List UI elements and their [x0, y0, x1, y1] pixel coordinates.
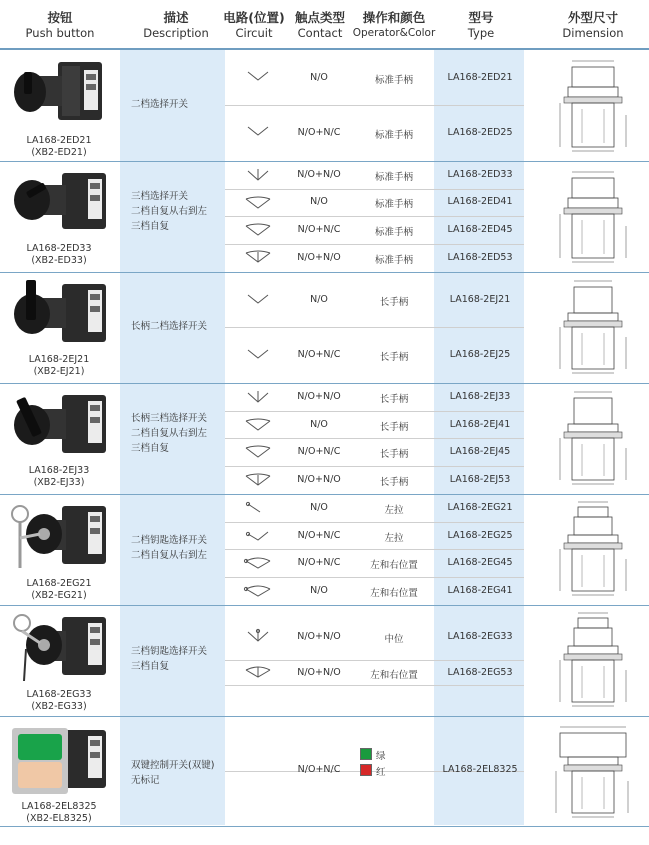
operator-color: 长手柄 [379, 394, 409, 405]
circuit-symbol-icon [238, 555, 278, 571]
description-line: 二档自复从右到左 [131, 428, 208, 439]
group-divider [0, 161, 649, 162]
header-dimension [540, 0, 646, 48]
operator-color: 标准手柄 [374, 255, 413, 266]
type-code: LA168-2ED53 [447, 252, 513, 263]
key-switch-photo [6, 498, 116, 576]
row-divider [225, 660, 524, 661]
header-type [436, 0, 526, 48]
type-code: LA168-2EJ53 [449, 474, 511, 485]
circuit-symbol-icon [238, 195, 278, 211]
circuit-symbol-icon [238, 528, 278, 544]
contact-type: N/O [310, 72, 328, 83]
header-operator [352, 0, 436, 48]
header-en: Contact [297, 26, 343, 40]
long-handle-switch-photo [6, 276, 116, 352]
group-divider [0, 272, 649, 273]
circuit-symbol-icon [238, 291, 278, 307]
type-code: LA168-2EJ41 [449, 419, 511, 430]
description-line: 长柄三档选择开关 [131, 413, 208, 424]
operator-color: 左和右位置 [370, 670, 418, 681]
operator-color: 长手柄 [379, 422, 409, 433]
contact-type: N/O+N/O [297, 169, 341, 180]
dimension-drawing [552, 608, 634, 712]
row-divider [225, 549, 524, 550]
type-code: LA168-2ED45 [447, 224, 513, 235]
row-divider [225, 244, 524, 245]
model-name: LA168-2ED33 [26, 243, 92, 254]
circuit-symbol-icon [238, 346, 278, 362]
contact-type: N/O+N/C [297, 764, 341, 775]
group-description [131, 533, 207, 563]
contact-type: N/O+N/C [297, 446, 341, 457]
product-caption [0, 354, 118, 378]
header-rule [0, 48, 649, 50]
operator-color: 左拉 [384, 505, 404, 516]
model-name: LA168-2EG21 [26, 578, 92, 589]
group-description [131, 411, 207, 456]
red-swatch-icon [360, 764, 372, 776]
group-description [131, 758, 214, 788]
type-code: LA168-2EL8325 [442, 764, 518, 775]
type-code: LA168-2EG21 [447, 502, 513, 513]
dimension-drawing [552, 497, 634, 601]
type-code: LA168-2EJ33 [449, 391, 511, 402]
dimension-drawing [552, 164, 634, 268]
contact-type: N/O+N/O [297, 474, 341, 485]
operator-green-label: 绿 [376, 751, 386, 762]
description-line: 三档钥匙选择开关 [131, 646, 208, 657]
contact-type: N/O+N/O [297, 391, 341, 402]
type-code: LA168-2ED21 [447, 72, 513, 83]
long-handle-switch-photo [6, 387, 116, 463]
contact-type: N/O+N/C [297, 530, 341, 541]
header-cn: 触点类型 [294, 10, 345, 25]
contact-type: N/O+N/C [297, 224, 341, 235]
header-en: Operator&Color [352, 27, 436, 39]
header-cn: 描述 [163, 10, 189, 25]
operator-color: 标准手柄 [374, 75, 413, 86]
circuit-symbol-icon [238, 417, 278, 433]
operator-color: 长手柄 [379, 297, 409, 308]
header-cn: 按钮 [47, 10, 73, 25]
description-line: 三档自复 [131, 661, 170, 672]
double-button-photo [6, 722, 116, 800]
contact-type: N/O [310, 502, 328, 513]
type-code: LA168-2EG33 [447, 631, 513, 642]
type-code: LA168-2EG53 [447, 667, 513, 678]
header-push-button [0, 0, 120, 48]
description-line: 三档选择开关 [131, 191, 189, 202]
header-en: Push button [25, 26, 95, 40]
circuit-symbol-icon [238, 472, 278, 488]
group-divider [0, 494, 649, 495]
product-caption [0, 689, 118, 713]
operator-color-red [360, 764, 430, 778]
circuit-symbol-icon [238, 444, 278, 460]
model-alias: (XB2-EJ21) [33, 366, 85, 377]
description-line: 长柄二档选择开关 [131, 321, 208, 332]
dimension-drawing [552, 719, 634, 823]
type-code: LA168-2ED41 [447, 196, 513, 207]
description-line: 双键控制开关(双键) [131, 760, 215, 771]
operator-color: 左和右位置 [370, 588, 418, 599]
dimension-drawing [552, 275, 634, 379]
circuit-symbol-icon [238, 167, 278, 183]
contact-type: N/O [310, 196, 328, 207]
circuit-symbol-icon [238, 68, 278, 84]
type-code: LA168-2EG25 [447, 530, 513, 541]
model-alias: (XB2-EJ33) [33, 477, 85, 488]
operator-color: 标准手柄 [374, 172, 413, 183]
product-caption [0, 135, 118, 159]
type-code: LA168-2EG41 [447, 585, 513, 596]
operator-color: 左和右位置 [370, 560, 418, 571]
contact-type: N/O+N/O [297, 631, 341, 642]
model-alias: (XB2-ED21) [31, 147, 87, 158]
row-divider [225, 216, 524, 217]
description-line: 三档自复 [131, 443, 170, 454]
operator-color: 长手柄 [379, 449, 409, 460]
group-description [131, 189, 207, 234]
header-cn: 型号 [468, 10, 494, 25]
operator-color: 标准手柄 [374, 130, 413, 141]
circuit-symbol-icon [238, 123, 278, 139]
group-description [131, 644, 207, 674]
contact-type: N/O [310, 419, 328, 430]
row-divider [225, 189, 524, 190]
header-description [122, 0, 230, 48]
header-contact [284, 0, 356, 48]
header-cn: 外型尺寸 [567, 10, 618, 25]
header-en: Type [467, 26, 495, 40]
key-switch-photo [6, 609, 116, 687]
row-divider [225, 105, 524, 106]
row-divider [225, 327, 524, 328]
type-code: LA168-2EJ21 [449, 294, 511, 305]
type-code: LA168-2ED25 [447, 127, 513, 138]
model-name: LA168-2EG33 [26, 689, 92, 700]
type-code: LA168-2EJ25 [449, 349, 511, 360]
model-alias: (XB2-EG21) [31, 590, 87, 601]
operator-color: 长手柄 [379, 477, 409, 488]
circuit-symbol-icon [238, 583, 278, 599]
operator-color: 左拉 [384, 533, 404, 544]
row-divider [225, 438, 524, 439]
group-description [131, 319, 207, 334]
header-en: Dimension [562, 26, 624, 40]
contact-type: N/O+N/C [297, 349, 341, 360]
model-alias: (XB2-ED33) [31, 255, 87, 266]
row-divider [225, 522, 524, 523]
type-code: LA168-2EJ45 [449, 446, 511, 457]
dimension-drawing [552, 53, 634, 157]
description-line: 二档钥匙选择开关 [131, 535, 208, 546]
model-alias: (XB2-EG33) [31, 701, 87, 712]
contact-type: N/O+N/O [297, 667, 341, 678]
header-en: Description [143, 26, 209, 40]
contact-type: N/O+N/O [297, 252, 341, 263]
product-caption [0, 465, 118, 489]
selector-switch-photo [6, 165, 116, 240]
circuit-symbol-icon [238, 222, 278, 238]
model-name: LA168-2EJ21 [28, 354, 90, 365]
row-divider [225, 411, 524, 412]
operator-color: 标准手柄 [374, 227, 413, 238]
type-code: LA168-2ED33 [447, 169, 513, 180]
contact-type: N/O [310, 294, 328, 305]
model-name: LA168-2EL8325 [21, 801, 97, 812]
description-line: 无标记 [131, 775, 160, 786]
group-description [131, 97, 188, 112]
model-alias: (XB2-EL8325) [26, 813, 92, 824]
header-cn: 操作和颜色 [362, 10, 426, 25]
operator-color-green [360, 748, 430, 762]
operator-color: 长手柄 [379, 352, 409, 363]
group-divider [0, 826, 649, 827]
description-line: 二档自复从右到左 [131, 206, 208, 217]
circuit-symbol-icon [238, 249, 278, 265]
operator-color: 标准手柄 [374, 199, 413, 210]
product-caption [0, 578, 118, 602]
operator-color: 中位 [384, 634, 404, 645]
product-caption [0, 243, 118, 267]
description-line: 二档选择开关 [131, 99, 189, 110]
description-line: 二档自复从右到左 [131, 550, 208, 561]
group-divider [0, 383, 649, 384]
contact-type: N/O+N/C [297, 557, 341, 568]
description-line: 三档自复 [131, 221, 170, 232]
operator-red-label: 红 [376, 767, 386, 778]
selector-switch-photo [6, 54, 116, 134]
type-code: LA168-2EG45 [447, 557, 513, 568]
header-circuit [220, 0, 288, 48]
row-divider [225, 577, 524, 578]
model-name: LA168-2EJ33 [28, 465, 90, 476]
circuit-symbol-icon [238, 389, 278, 405]
header-cn: 电路(位置) [223, 10, 285, 25]
header-en: Circuit [235, 26, 273, 40]
group-divider [0, 605, 649, 606]
contact-type: N/O [310, 585, 328, 596]
row-divider [225, 685, 524, 686]
model-name: LA168-2ED21 [26, 135, 92, 146]
dimension-drawing [552, 386, 634, 490]
circuit-symbol-icon [238, 628, 278, 644]
group-divider [0, 716, 649, 717]
circuit-symbol-icon [238, 664, 278, 680]
circuit-symbol-icon [238, 500, 278, 516]
product-caption [0, 801, 118, 825]
green-swatch-icon [360, 748, 372, 760]
row-divider [225, 466, 524, 467]
contact-type: N/O+N/C [297, 127, 341, 138]
